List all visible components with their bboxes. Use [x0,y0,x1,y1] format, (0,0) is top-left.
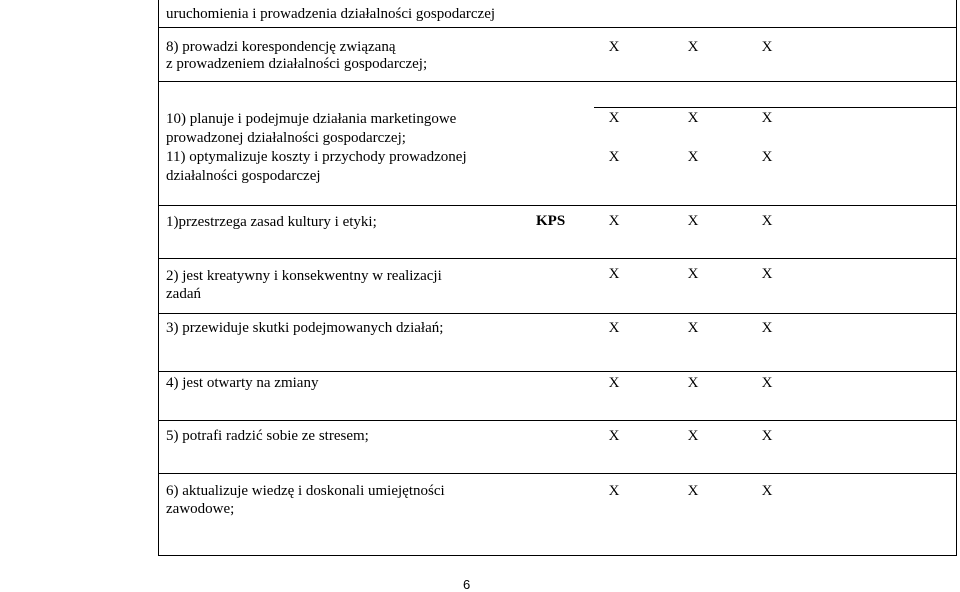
criterion-text: z prowadzeniem działalności gospodarczej; [166,56,428,72]
page-number: 6 [463,577,471,592]
mark-x: X [761,213,773,229]
mark-x: X [608,110,620,126]
mark-x: X [687,375,699,391]
row-separator [158,313,957,314]
mark-x: X [687,110,699,126]
row-separator [158,27,957,28]
row-separator [158,81,957,82]
row-separator [158,473,957,474]
mark-x: X [761,483,773,499]
mark-x: X [687,149,699,165]
criterion-text: 10) planuje i podejmuje działania marketingowe [166,111,457,127]
criterion-text: prowadzonej działalności gospodarczej; [166,130,406,146]
criterion-text: działalności gospodarczej [166,168,321,184]
criterion-text: 3) przewiduje skutki podejmowanych działań; [166,320,444,336]
competence-code: KPS [536,213,566,229]
criterion-text: 11) optymalizuje koszty i przychody prowadzonej [166,149,467,165]
mark-x: X [687,483,699,499]
mark-x: X [608,483,620,499]
mark-x: X [761,39,773,55]
mark-x: X [761,375,773,391]
mark-x: X [608,320,620,336]
mark-x: X [761,266,773,282]
table-bottom-border [158,555,957,556]
criterion-text: 5) potrafi radzić sobie ze stresem; [166,428,369,444]
criterion-text: 1)przestrzega zasad kultury i etyki; [166,214,377,230]
criterion-text: zadań [166,286,201,302]
criterion-text: 8) prowadzi korespondencję związaną [166,39,396,55]
row-separator [594,107,957,108]
mark-x: X [761,149,773,165]
mark-x: X [687,428,699,444]
criterion-text: zawodowe; [166,501,235,517]
mark-x: X [608,149,620,165]
criterion-text: uruchomienia i prowadzenia działalności gospodarczej [166,6,496,22]
row-separator [158,420,957,421]
mark-x: X [761,320,773,336]
mark-x: X [687,320,699,336]
criterion-text: 6) aktualizuje wiedzę i doskonali umiejętności [166,483,445,499]
mark-x: X [608,375,620,391]
mark-x: X [687,266,699,282]
criterion-text: 4) jest otwarty na zmiany [166,375,319,391]
mark-x: X [761,428,773,444]
row-separator [158,205,957,206]
mark-x: X [608,39,620,55]
row-separator [158,258,957,259]
criterion-text: 2) jest kreatywny i konsekwentny w realizacji [166,268,442,284]
mark-x: X [687,213,699,229]
mark-x: X [608,428,620,444]
mark-x: X [608,266,620,282]
mark-x: X [761,110,773,126]
mark-x: X [687,39,699,55]
row-separator [158,371,957,372]
mark-x: X [608,213,620,229]
